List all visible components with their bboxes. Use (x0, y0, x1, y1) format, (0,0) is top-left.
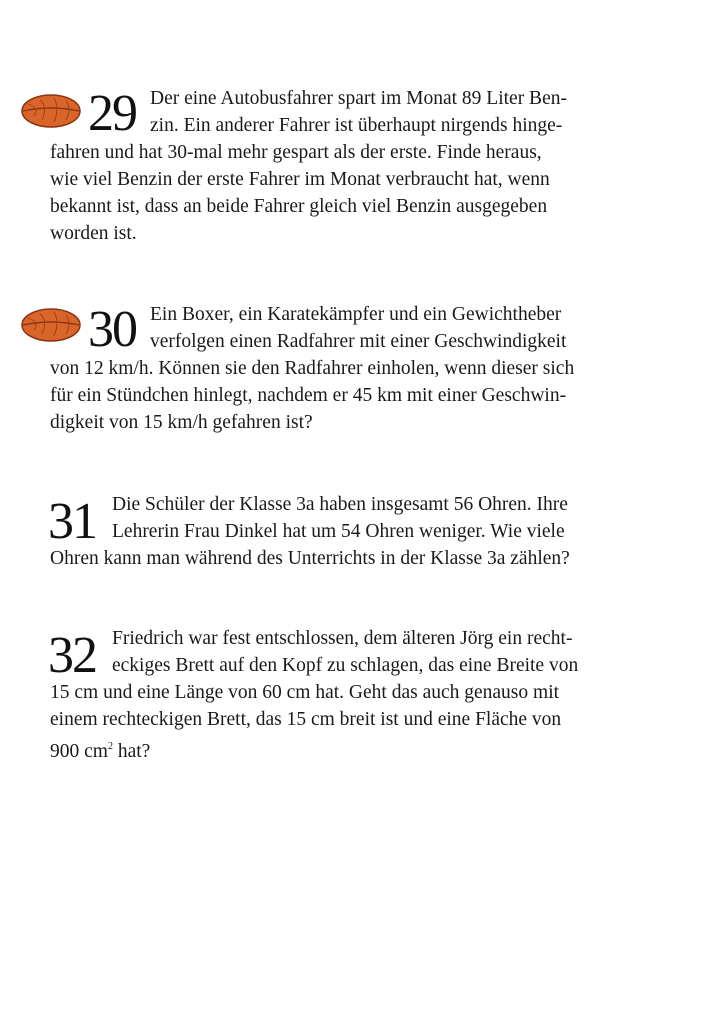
problem-text-line: Lehrerin Frau Dinkel hat um 54 Ohren weniger. Wie viele (112, 521, 565, 542)
problem-text-line: Die Schüler der Klasse 3a haben insgesamt 56 Ohren. Ihre (112, 494, 568, 515)
problem-30 (50, 302, 650, 442)
text-fragment: hat? (112, 741, 151, 762)
problem-text-line: fahren und hat 30-mal mehr gespart als der erste. Finde heraus, (50, 142, 542, 163)
problem-text-line: für ein Stündchen hinlegt, nachdem er 45 km mit einer Geschwin- (50, 385, 567, 406)
problem-number: 29 (88, 85, 136, 142)
problem-number: 31 (48, 493, 96, 550)
problem-text-line: worden ist. (50, 223, 137, 244)
problem-text-line: Friedrich war fest entschlossen, dem älteren Jörg ein recht- (112, 628, 573, 649)
problem-text-line-last (50, 734, 150, 760)
problem-text-line: wie viel Benzin der erste Fahrer im Monat verbraucht hat, wenn (50, 169, 550, 190)
problem-text-line: 15 cm und eine Länge von 60 cm hat. Geht das auch genauso mit (50, 682, 560, 703)
problem-text-line: einem rechteckigen Brett, das 15 cm breit ist und eine Fläche von (50, 709, 562, 730)
problem-text-line: eckiges Brett auf den Kopf zu schlagen, das eine Breite von (112, 655, 579, 676)
problem-number: 30 (88, 301, 136, 358)
problem-number: 32 (48, 627, 96, 684)
problem-text-line: verfolgen einen Radfahrer mit einer Geschwindigkeit (150, 331, 567, 352)
problem-text-line: zin. Ein anderer Fahrer ist überhaupt nirgends hinge- (150, 115, 563, 136)
problem-text-line: bekannt ist, dass an beide Fahrer gleich viel Benzin ausgegeben (50, 196, 548, 217)
problem-text-line: digkeit von 15 km/h gefahren ist? (50, 412, 313, 433)
superscript-2: 2 (107, 741, 113, 752)
problem-text-line: Der eine Autobusfahrer spart im Monat 89 Liter Ben- (150, 88, 567, 109)
problem-text-line: Ohren kann man während des Unterrichts in der Klasse 3a zählen? (50, 548, 570, 569)
area-value: 900 cm (50, 741, 108, 762)
problem-text-line: Ein Boxer, ein Karatekämpfer und ein Gewichtheber (150, 304, 562, 325)
problem-text-line: von 12 km/h. Können sie den Radfahrer einholen, wenn dieser sich (50, 358, 575, 379)
problem-29 (50, 86, 650, 246)
problem-31 (50, 492, 650, 582)
problem-32 (50, 626, 650, 766)
